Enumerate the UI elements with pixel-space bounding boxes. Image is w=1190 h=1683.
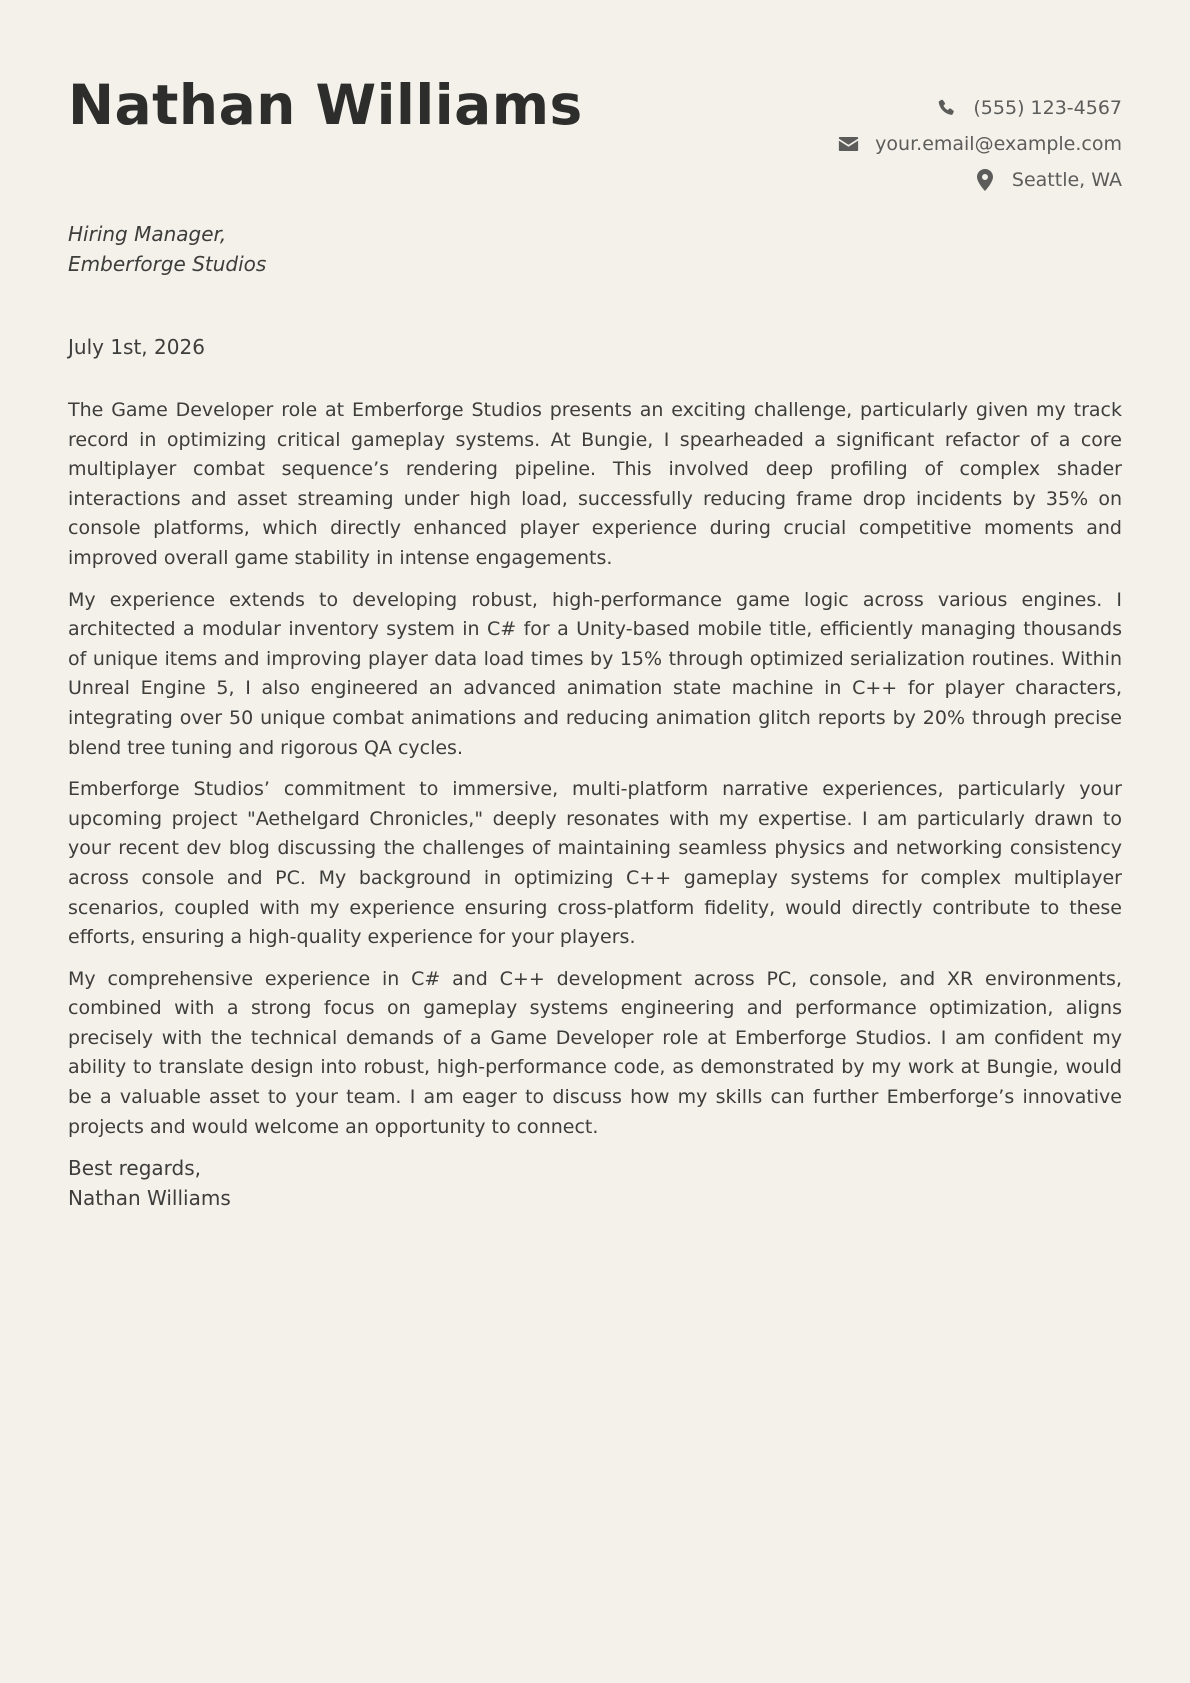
applicant-name: Nathan Williams xyxy=(68,73,583,137)
closing-block xyxy=(68,1154,1122,1213)
body-paragraph-3: Emberforge Studios’ commitment to immersive, multi-platform narrative experiences, particularly your upcoming project "Aethelgard Chronicles," deeply resonates with my expertise. I am particularly drawn to your recent dev blog discussing the challenges of maintaining seamless physics and networking consistency across console and PC. My background in optimizing C++ gameplay systems for complex multiplayer scenarios, coupled with my experience ensuring cross-platform fidelity, would directly contribute to these efforts, ensuring a high-quality experience for your players. xyxy=(68,778,1122,949)
envelope-icon xyxy=(837,133,859,155)
letter-header xyxy=(68,0,1122,200)
contact-phone-row xyxy=(935,96,1122,120)
letter-body xyxy=(68,396,1122,1213)
body-paragraph-1: The Game Developer role at Emberforge Studios presents an exciting challenge, particularly given my track record in optimizing critical gameplay systems. At Bungie, I spearheaded a significant refactor of a core multiplayer combat sequence’s rendering pipeline. This involved deep profiling of complex shader interactions and asset streaming under high load, successfully reducing frame drop incidents by 35% on console platforms, which directly enhanced player experience during crucial competitive moments and improved overall game stability in intense engagements. xyxy=(68,399,1122,569)
closing-salutation: Best regards, xyxy=(68,1156,202,1181)
phone-icon xyxy=(935,97,957,119)
recipient-block xyxy=(68,219,266,279)
contact-phone: (555) 123-4567 xyxy=(973,97,1122,119)
body-paragraph-4: My comprehensive experience in C# and C++ development across PC, console, and XR environments, combined with a strong focus on gameplay systems engineering and performance optimization, aligns precisely with the technical demands of a Game Developer role at Emberforge Studios. I am confident my ability to translate design into robust, high-performance code, as demonstrated by my work at Bungie, would be a valuable asset to your team. I am eager to discuss how my skills can further Emberforge’s innovative projects and would welcome an opportunity to connect. xyxy=(68,967,1122,1138)
contact-location: Seattle, WA xyxy=(1011,169,1122,191)
recipient-title: Hiring Manager, xyxy=(68,222,227,246)
contact-location-row xyxy=(974,168,1122,192)
body-paragraph-2: My experience extends to developing robust, high-performance game logic across various engines. I architected a modular inventory system in C# for a Unity-based mobile title, efficiently managing thousands of unique items and improving player data load times by 15% through optimized serialization routines. Within Unreal Engine 5, I also engineered an advanced animation state machine in C++ for player characters, integrating over 50 unique combat animations and reducing animation glitch reports by 20% through precise blend tree tuning and rigorous QA cycles. xyxy=(68,588,1122,759)
map-pin-icon xyxy=(974,169,996,191)
recipient-company: Emberforge Studios xyxy=(68,252,267,276)
contact-email: your.email@example.com xyxy=(875,133,1122,155)
closing-signature: Nathan Williams xyxy=(68,1185,231,1210)
letter-date: July 1st, 2026 xyxy=(68,335,205,359)
contact-info xyxy=(837,96,1122,192)
contact-email-row xyxy=(837,132,1122,156)
